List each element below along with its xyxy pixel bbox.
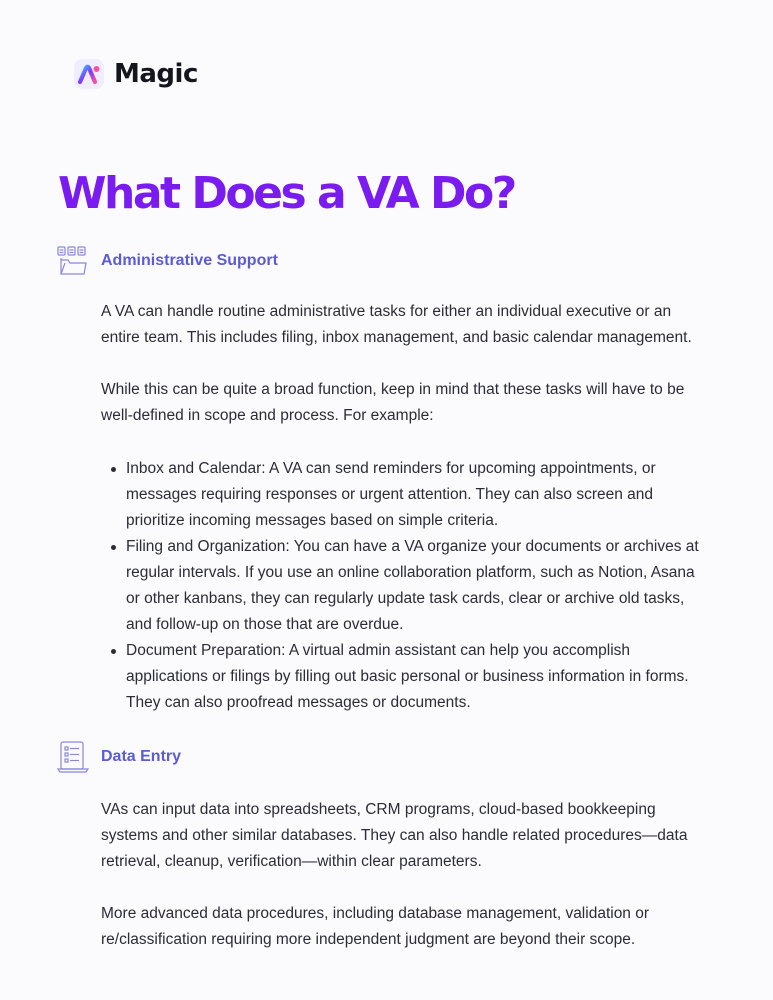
section-heading-administrative-support: [56, 244, 278, 278]
magic-logo-icon: [74, 59, 104, 89]
paragraph: While this can be quite a broad function, keep in mind that these tasks will have to be well-defined in scope and process. For example:: [101, 381, 685, 424]
section-title: Administrative Support: [101, 252, 278, 269]
list-item: Document Preparation: A virtual admin assistant can help you accomplish applications or filings by filling out basic personal or business information in forms. They can also proofread messages or documents.: [101, 638, 701, 716]
brand-name: Magic: [114, 59, 198, 89]
folder-documents-icon: [56, 244, 90, 278]
brand-logo[interactable]: [74, 56, 198, 92]
paragraph: A VA can handle routine administrative tasks for either an individual executive or an entire team. This includes filing, inbox management, and basic calendar management.: [101, 303, 692, 346]
checklist-icon: [56, 740, 90, 774]
list-item: Inbox and Calendar: A VA can send reminders for upcoming appointments, or messages requiring responses or urgent attention. They can also screen and prioritize incoming messages based on simple criteria.: [101, 456, 701, 534]
list-item: Filing and Organization: You can have a VA organize your documents or archives at regular intervals. If you use an online collaboration platform, such as Notion, Asana or other kanbans, they can regularly update task cards, clear or archive old tasks, and follow-up on those that are overdue.: [101, 534, 701, 638]
paragraph: VAs can input data into spreadsheets, CRM programs, cloud-based bookkeeping systems and other similar databases. They can also handle related procedures—data retrieval, cleanup, verification—within clear parameters.: [101, 801, 688, 870]
paragraph: More advanced data procedures, including database management, validation or re/classification requiring more independent judgment are beyond their scope.: [101, 905, 650, 948]
page-title: What Does a VA Do?: [58, 168, 515, 219]
section-heading-data-entry: [56, 740, 182, 774]
bullet-list: [101, 456, 701, 716]
section-title: Data Entry: [101, 748, 182, 765]
